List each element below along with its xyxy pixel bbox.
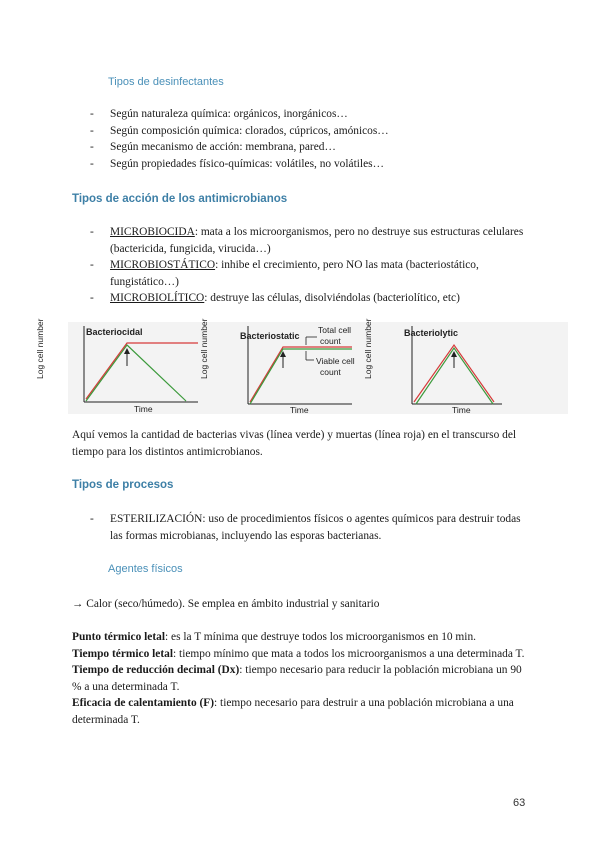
viable-cell-label-line1: Viable cell bbox=[316, 356, 355, 366]
graph-bacteriolytic bbox=[363, 318, 568, 415]
term-description: : inhibe el crecimiento, pero NO las mata (bacteriostático, fungistático…) bbox=[110, 259, 479, 288]
y-axis-label: Log cell number bbox=[363, 318, 373, 379]
section-heading-antimicrobianos: Tipos de acción de los antimicrobianos bbox=[72, 193, 288, 205]
list-item: - Según propiedades físico-químicas: volátiles, no volátiles… bbox=[90, 156, 530, 173]
definition-item bbox=[72, 695, 532, 728]
definition-text: : tiempo necesario para destruir a una población microbiana a una determinada T. bbox=[72, 697, 514, 726]
definition-term: Tiempo de reducción decimal (Dx) bbox=[72, 664, 240, 676]
graphs-caption: Aquí vemos la cantidad de bacterias vivas (línea verde) y muertas (línea roja) en el transcurso del tiempo para los distintos antimicrobianos. bbox=[72, 429, 517, 458]
x-axis-label: Time bbox=[290, 405, 309, 415]
term-microbiolitico: MICROBIOLÍTICO bbox=[110, 292, 205, 304]
desinfectantes-list bbox=[90, 106, 530, 172]
definition-term: Tiempo térmico letal bbox=[72, 647, 174, 660]
definition-term: Eficacia de calentamiento (F) bbox=[72, 697, 215, 709]
definition-item bbox=[72, 662, 532, 695]
definition-text: : tiempo necesario para reducir la población microbiana un 90 % a una determinada T. bbox=[72, 664, 522, 693]
term-description: : mata a los microorganismos, pero no destruye sus estructuras celulares (bactericida, fungicida, virucida…) bbox=[110, 226, 524, 255]
term-description: : destruye las células, disolviéndolas (bacteriolítico, etc) bbox=[204, 292, 460, 304]
graph-title: Bacteriostatic bbox=[240, 331, 300, 341]
definition-text: : es la T mínima que destruye todos los microorganismos en 10 min. bbox=[165, 631, 476, 643]
definition-term: Punto térmico letal bbox=[72, 631, 165, 643]
subheading-agentes-fisicos: Agentes físicos bbox=[108, 563, 183, 575]
total-cell-label-line1: Total cell bbox=[318, 325, 352, 335]
definition-item bbox=[72, 629, 532, 646]
definition-item bbox=[72, 646, 532, 663]
list-item: - ESTERILIZACIÓN: uso de procedimientos físicos o agentes químicos para destruir todas las formas microbianas, incluyendo las esporas bacterianas. bbox=[90, 511, 530, 544]
total-cell-line bbox=[86, 343, 198, 399]
viable-cell-label-line2: count bbox=[320, 367, 341, 377]
graph-bacteriocidal bbox=[35, 318, 240, 414]
arrow-line: → Calor (seco/húmedo). Se emplea en ámbito industrial y sanitario bbox=[72, 598, 380, 610]
graph-title: Bacteriolytic bbox=[404, 328, 459, 338]
total-cell-label-line2: count bbox=[320, 336, 341, 346]
y-axis-label: Log cell number bbox=[35, 318, 45, 379]
section-heading-procesos: Tipos de procesos bbox=[72, 479, 174, 491]
list-item bbox=[90, 257, 530, 290]
antimicrobianos-list bbox=[90, 224, 530, 307]
section-heading-desinfectantes: Tipos de desinfectantes bbox=[108, 76, 224, 88]
x-axis-label: Time bbox=[134, 404, 153, 414]
term-microbiocida: MICROBIOCIDA bbox=[110, 226, 195, 238]
definition-text: : tiempo mínimo que mata a todos los microorganismos a una determinada T. bbox=[173, 647, 525, 660]
y-axis-label: Log cell number bbox=[199, 318, 209, 379]
list-item: - Según naturaleza química: orgánicos, inorgánicos… bbox=[90, 106, 530, 123]
list-item: - Según composición química: clorados, cúpricos, amónicos… bbox=[90, 123, 530, 140]
list-item bbox=[90, 290, 530, 307]
list-item: - Según mecanismo de acción: membrana, pared… bbox=[90, 139, 530, 156]
graph-title: Bacteriocidal bbox=[86, 327, 143, 337]
graph-bacteriostatic bbox=[199, 318, 404, 415]
arrow-head bbox=[124, 348, 130, 354]
procesos-list bbox=[90, 511, 530, 544]
term-microbiostatico: MICROBIOSTÁTICO bbox=[110, 259, 216, 271]
x-axis-label: Time bbox=[452, 405, 471, 415]
list-item bbox=[90, 224, 530, 257]
viable-cell-line bbox=[86, 345, 186, 401]
page-number: 63 bbox=[513, 797, 526, 809]
definitions bbox=[72, 629, 532, 728]
